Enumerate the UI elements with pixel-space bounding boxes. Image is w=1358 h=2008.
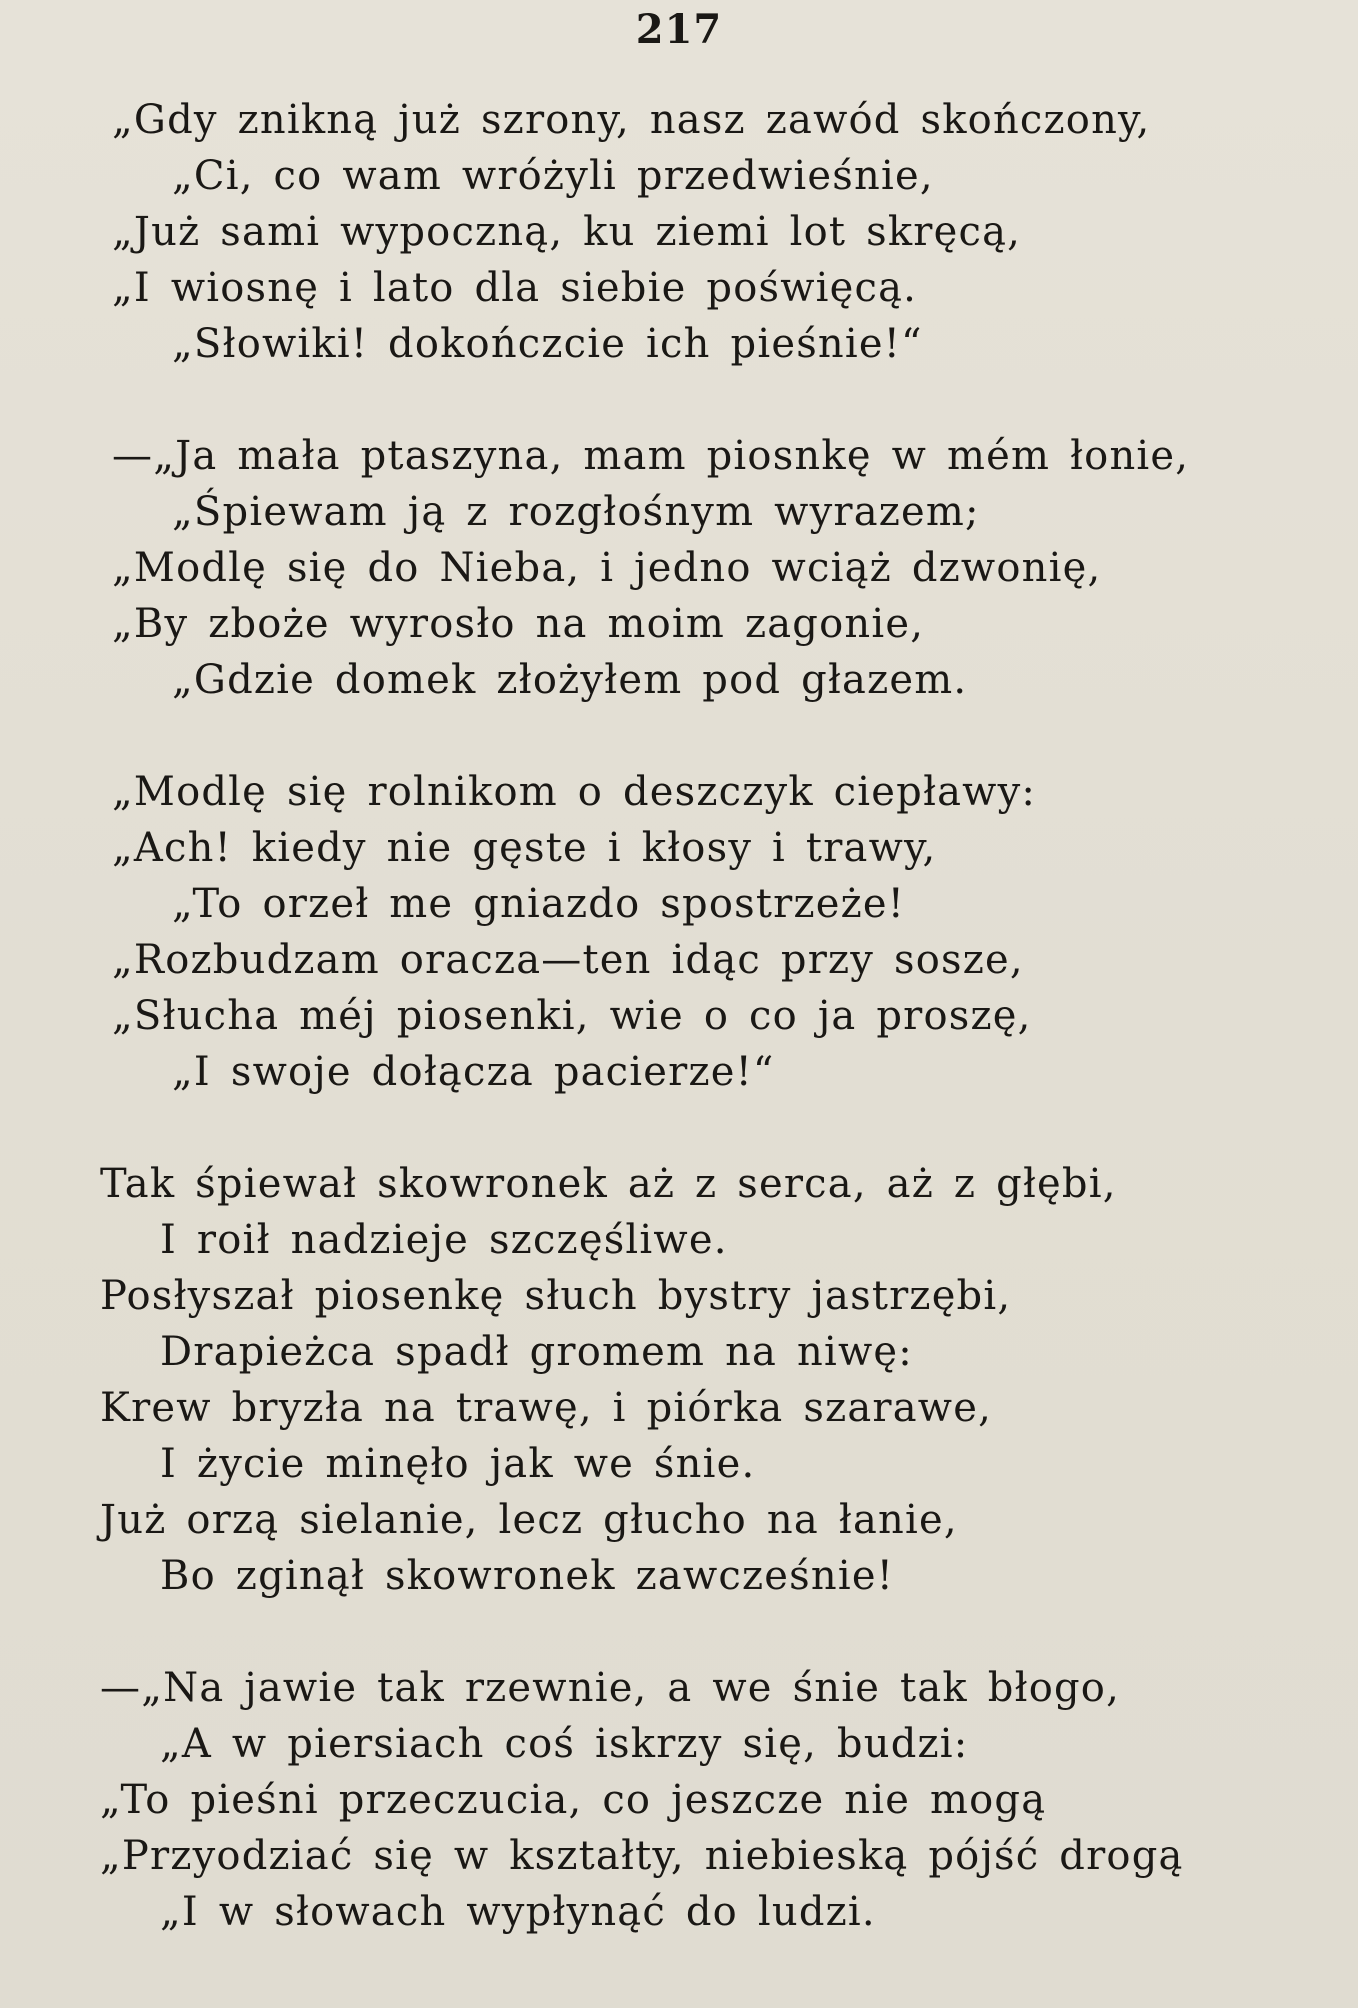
stanza [0,1156,1358,1604]
poem-line: „Rozbudzam oracza—ten idąc przy sosze, [112,937,1024,983]
stanza-gap [0,708,1358,764]
poem-line: „Gdy znikną już szrony, nasz zawód skończony, [112,97,1151,143]
poem-line: Krew bryzła na trawę, i piórka szarawe, [100,1385,993,1431]
stanza-gap [0,1604,1358,1660]
stanza [0,428,1358,708]
poem-line: „Przyodziać się w kształty, niebieską pójść drogą [100,1833,1184,1879]
poem-line: Posłyszał piosenkę słuch bystry jastrzębi, [100,1273,1012,1319]
poem [0,92,1358,1940]
poem-line: „Słowiki! dokończcie ich pieśnie!“ [172,321,923,367]
poem-line: „Śpiewam ją z rozgłośnym wyrazem; [172,489,980,535]
poem-line: „Modlę się rolnikom o deszczyk ciepławy: [112,769,1037,815]
poem-line: I roił nadzieje szczęśliwe. [160,1217,728,1263]
poem-line: „Gdzie domek złożyłem pod głazem. [172,657,968,703]
stanza-gap [0,372,1358,428]
poem-line: „Ci, co wam wróżyli przedwieśnie, [172,153,934,199]
poem-line: „To orzeł me gniazdo spostrzeże! [172,881,906,927]
poem-line: „Już sami wypoczną, ku ziemi lot skręcą, [112,209,1022,255]
poem-line: Bo zginął skowronek zawcześnie! [160,1553,894,1599]
page-number: 217 [635,6,723,53]
poem-line: „I w słowach wypłynąć do ludzi. [160,1889,876,1935]
stanza-gap [0,1100,1358,1156]
poem-line: „A w piersiach coś iskrzy się, budzi: [160,1721,969,1767]
poem-line: —„Na jawie tak rzewnie, a we śnie tak błogo, [100,1665,1120,1711]
stanza [0,1660,1358,1940]
poem-line: „Ach! kiedy nie gęste i kłosy i trawy, [112,825,937,871]
poem-line: —„Ja mała ptaszyna, mam piosnkę w mém łonie, [112,433,1190,479]
poem-line: „To pieśni przeczucia, co jeszcze nie mogą [100,1777,1047,1823]
poem-line: „I wiosnę i lato dla siebie poświęcą. [112,265,918,311]
stanza [0,764,1358,1100]
poem-line: I życie minęło jak we śnie. [160,1441,756,1487]
poem-line: Drapieżca spadł gromem na niwę: [160,1329,913,1375]
poem-line: „By zboże wyrosło na moim zagonie, [112,601,925,647]
poem-line: Tak śpiewał skowronek aż z serca, aż z głębi, [100,1161,1117,1207]
poem-line: „Słucha méj piosenki, wie o co ja proszę, [112,993,1032,1039]
stanza [0,92,1358,372]
poem-line: Już orzą sielanie, lecz głucho na łanie, [100,1497,958,1543]
poem-line: „I swoje dołącza pacierze!“ [172,1049,775,1095]
poem-line: „Modlę się do Nieba, i jedno wciąż dzwonię, [112,545,1102,591]
